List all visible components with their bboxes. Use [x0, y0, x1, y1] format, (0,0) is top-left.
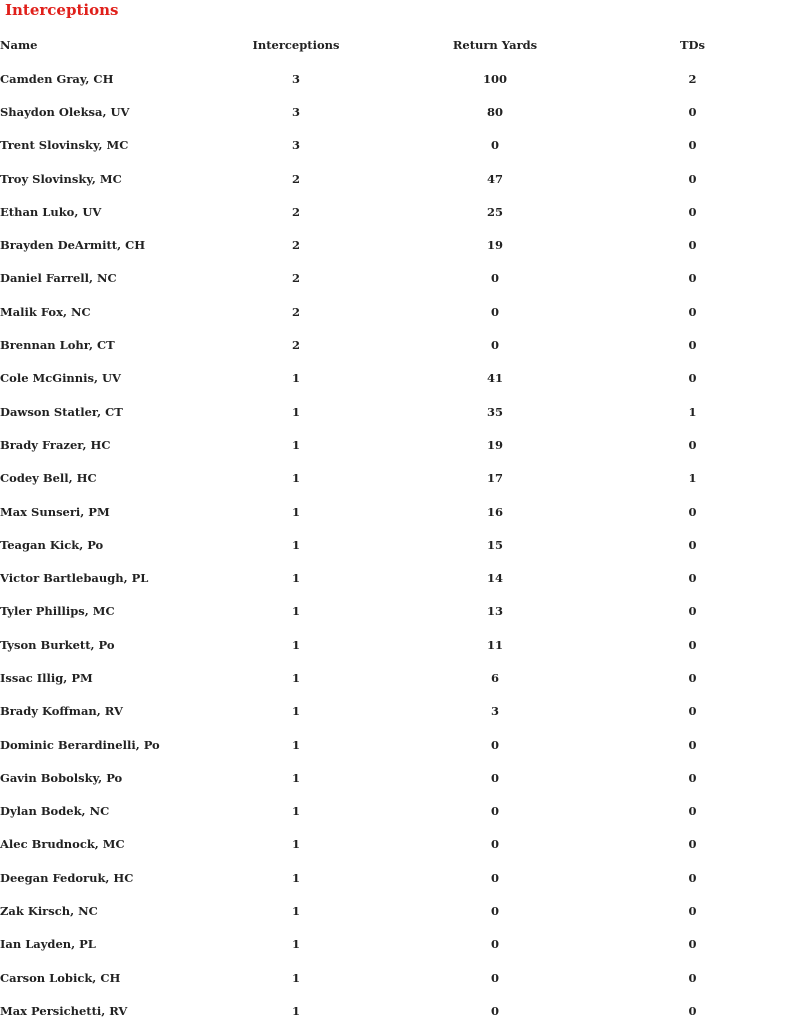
cell-return-yards: 0: [490, 870, 499, 885]
header-return-yards: Return Yards: [452, 38, 538, 52]
cell-name: Victor Bartlebaugh, PL: [0, 571, 149, 586]
cell-name: Zak Kirsch, NC: [0, 904, 98, 919]
table-row: [0, 795, 791, 828]
cell-interceptions: 1: [291, 804, 300, 819]
cell-return-yards: 0: [490, 1003, 499, 1018]
cell-return-yards: 0: [490, 770, 499, 785]
cell-return-yards: 0: [490, 904, 499, 919]
header-row: [0, 28, 791, 62]
table-row: [0, 894, 791, 927]
cell-name: Brayden DeArmitt, CH: [0, 238, 146, 253]
cell-interceptions: 1: [291, 904, 300, 919]
cell-name: Trent Slovinsky, MC: [0, 138, 129, 153]
cell-name: Cole McGinnis, UV: [0, 371, 121, 386]
cell-name: Camden Gray, CH: [0, 71, 114, 86]
cell-interceptions: 1: [291, 1003, 300, 1018]
cell-name: Teagan Kick, Po: [0, 537, 104, 552]
cell-tds: 0: [688, 537, 697, 552]
table-row: [0, 95, 791, 128]
cell-interceptions: 1: [291, 704, 300, 719]
cell-tds: 0: [688, 837, 697, 852]
cell-interceptions: 3: [291, 138, 300, 153]
table-row: [0, 561, 791, 594]
cell-tds: 0: [688, 904, 697, 919]
cell-name: Issac Illig, PM: [0, 670, 93, 685]
page-title: Interceptions: [5, 1, 119, 19]
header-name: Name: [0, 38, 38, 52]
cell-name: Alec Brudnock, MC: [0, 837, 125, 852]
table-row: [0, 395, 791, 428]
cell-interceptions: 2: [291, 204, 300, 219]
cell-return-yards: 19: [486, 238, 503, 253]
table-row: [0, 162, 791, 195]
cell-name: Troy Slovinsky, MC: [0, 171, 122, 186]
cell-interceptions: 1: [291, 471, 300, 486]
cell-return-yards: 11: [486, 637, 503, 652]
cell-return-yards: 16: [486, 504, 503, 519]
table-row: [0, 861, 791, 894]
cell-interceptions: 1: [291, 970, 300, 985]
cell-name: Brady Frazer, HC: [0, 437, 111, 452]
cell-tds: 0: [688, 571, 697, 586]
cell-return-yards: 0: [490, 970, 499, 985]
cell-tds: 0: [688, 171, 697, 186]
cell-interceptions: 1: [291, 604, 300, 619]
table-row: [0, 495, 791, 528]
cell-name: Max Persichetti, RV: [0, 1003, 128, 1018]
table-row: [0, 961, 791, 994]
cell-tds: 0: [688, 138, 697, 153]
cell-return-yards: 15: [486, 537, 503, 552]
table-row: [0, 761, 791, 794]
cell-interceptions: 2: [291, 304, 300, 319]
cell-interceptions: 2: [291, 338, 300, 353]
table-row: [0, 129, 791, 162]
cell-interceptions: 3: [291, 71, 300, 86]
cell-name: Max Sunseri, PM: [0, 504, 110, 519]
cell-name: Ian Layden, PL: [0, 937, 96, 952]
cell-tds: 0: [688, 437, 697, 452]
cell-name: Gavin Bobolsky, Po: [0, 770, 123, 785]
cell-name: Daniel Farrell, NC: [0, 271, 117, 286]
cell-return-yards: 6: [490, 670, 499, 685]
cell-name: Codey Bell, HC: [0, 471, 97, 486]
table-row: [0, 262, 791, 295]
cell-tds: 0: [688, 271, 697, 286]
cell-return-yards: 25: [486, 204, 503, 219]
cell-return-yards: 0: [490, 138, 499, 153]
cell-interceptions: 2: [291, 238, 300, 253]
table-row: [0, 595, 791, 628]
cell-interceptions: 1: [291, 404, 300, 419]
cell-name: Malik Fox, NC: [0, 304, 91, 319]
cell-return-yards: 17: [486, 471, 503, 486]
cell-return-yards: 41: [486, 371, 503, 386]
cell-return-yards: 100: [482, 71, 507, 86]
cell-return-yards: 47: [486, 171, 503, 186]
table-row: [0, 695, 791, 728]
table-header: [0, 28, 791, 62]
table-row: [0, 661, 791, 694]
cell-interceptions: 1: [291, 537, 300, 552]
cell-tds: 0: [688, 238, 697, 253]
cell-interceptions: 2: [291, 171, 300, 186]
table-row: [0, 628, 791, 661]
table-row: [0, 328, 791, 361]
cell-tds: 1: [688, 404, 697, 419]
cell-name: Dominic Berardinelli, Po: [0, 737, 160, 752]
header-interceptions: Interceptions: [252, 38, 340, 52]
cell-tds: 0: [688, 937, 697, 952]
table-row: [0, 528, 791, 561]
cell-return-yards: 0: [490, 304, 499, 319]
cell-tds: 0: [688, 504, 697, 519]
table-row: [0, 62, 791, 95]
cell-tds: 0: [688, 704, 697, 719]
cell-name: Ethan Luko, UV: [0, 204, 102, 219]
cell-return-yards: 35: [486, 404, 503, 419]
cell-tds: 0: [688, 670, 697, 685]
cell-return-yards: 13: [486, 604, 503, 619]
table-row: [0, 228, 791, 261]
cell-return-yards: 0: [490, 837, 499, 852]
cell-tds: 0: [688, 338, 697, 353]
cell-interceptions: 1: [291, 571, 300, 586]
cell-name: Dylan Bodek, NC: [0, 804, 110, 819]
table-row: [0, 462, 791, 495]
cell-interceptions: 1: [291, 371, 300, 386]
cell-tds: 0: [688, 204, 697, 219]
table-row: [0, 195, 791, 228]
cell-name: Shaydon Oleksa, UV: [0, 104, 130, 119]
header-tds: TDs: [679, 38, 705, 52]
cell-return-yards: 80: [486, 104, 503, 119]
cell-tds: 0: [688, 737, 697, 752]
cell-return-yards: 0: [490, 737, 499, 752]
cell-tds: 0: [688, 1003, 697, 1018]
cell-return-yards: 0: [490, 271, 499, 286]
cell-tds: 0: [688, 870, 697, 885]
cell-name: Brennan Lohr, CT: [0, 338, 115, 353]
cell-return-yards: 19: [486, 437, 503, 452]
cell-interceptions: 1: [291, 937, 300, 952]
cell-return-yards: 0: [490, 804, 499, 819]
cell-tds: 0: [688, 770, 697, 785]
cell-tds: 1: [688, 471, 697, 486]
table-row: [0, 295, 791, 328]
cell-tds: 0: [688, 604, 697, 619]
cell-tds: 0: [688, 804, 697, 819]
cell-interceptions: 1: [291, 637, 300, 652]
cell-return-yards: 14: [486, 571, 503, 586]
table-row: [0, 828, 791, 861]
cell-name: Carson Lobick, CH: [0, 970, 121, 985]
table-row: [0, 994, 791, 1027]
cell-name: Deegan Fedoruk, HC: [0, 870, 134, 885]
cell-interceptions: 1: [291, 504, 300, 519]
cell-interceptions: 3: [291, 104, 300, 119]
cell-name: Brady Koffman, RV: [0, 704, 123, 719]
cell-tds: 0: [688, 104, 697, 119]
cell-return-yards: 3: [490, 704, 499, 719]
cell-interceptions: 1: [291, 837, 300, 852]
cell-tds: 0: [688, 304, 697, 319]
cell-tds: 0: [688, 637, 697, 652]
cell-tds: 2: [688, 71, 697, 86]
cell-interceptions: 1: [291, 437, 300, 452]
cell-interceptions: 2: [291, 271, 300, 286]
cell-interceptions: 1: [291, 737, 300, 752]
table-row: [0, 928, 791, 961]
cell-name: Tyler Phillips, MC: [0, 604, 115, 619]
table-row: [0, 428, 791, 461]
table-body: [0, 62, 791, 1028]
cell-name: Tyson Burkett, Po: [0, 637, 115, 652]
cell-return-yards: 0: [490, 338, 499, 353]
cell-interceptions: 1: [291, 670, 300, 685]
cell-return-yards: 0: [490, 937, 499, 952]
cell-tds: 0: [688, 371, 697, 386]
cell-name: Dawson Statler, CT: [0, 404, 123, 419]
cell-tds: 0: [688, 970, 697, 985]
cell-interceptions: 1: [291, 870, 300, 885]
interceptions-table: [0, 28, 791, 1028]
cell-interceptions: 1: [291, 770, 300, 785]
table-row: [0, 728, 791, 761]
table-row: [0, 362, 791, 395]
